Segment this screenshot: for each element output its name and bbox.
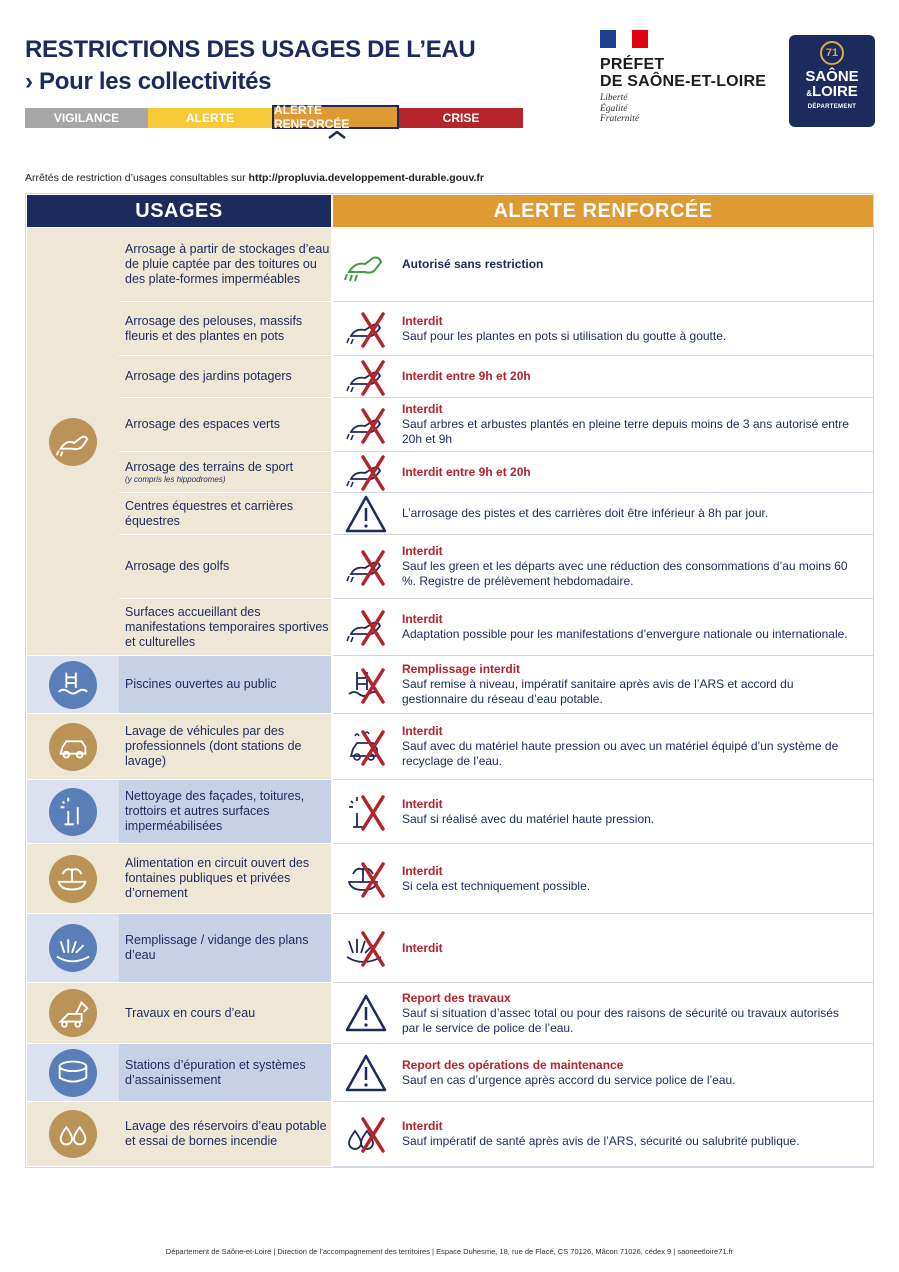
usage-label: Arrosage des jardins potagers bbox=[125, 369, 292, 383]
level-vigilance: VIGILANCE bbox=[25, 108, 148, 128]
restriction-cell bbox=[333, 844, 873, 914]
usage-cell bbox=[119, 780, 331, 843]
level-crise: CRISE bbox=[399, 108, 523, 128]
consult-note: Arrêtés de restriction d’usages consultables sur http://propluvia.developpement-durable.gouv.fr bbox=[25, 172, 485, 184]
usage-label: Stations d’épuration et systèmes d’assainissement bbox=[125, 1057, 306, 1087]
car-wash-icon bbox=[49, 723, 97, 771]
page-subtitle: › Pour les collectivités bbox=[25, 68, 272, 95]
restriction-cell bbox=[333, 356, 873, 398]
warning-triangle-icon bbox=[343, 493, 389, 535]
restriction-detail: Sauf arbres et arbustes plantés en pleine terre depuis moins de 3 ans autorisé entre 20h et 9h bbox=[402, 417, 849, 446]
restriction-cell bbox=[333, 452, 873, 493]
usage-cell bbox=[119, 356, 331, 397]
usage-cell bbox=[119, 535, 331, 598]
pond-forbidden-icon bbox=[343, 927, 389, 969]
watering-forbidden-icon bbox=[343, 606, 389, 648]
fountain-icon bbox=[49, 855, 97, 903]
restriction-status: Interdit bbox=[402, 940, 443, 955]
pond-icon bbox=[49, 924, 97, 972]
usage-group bbox=[27, 914, 119, 982]
usage-cell bbox=[119, 398, 331, 451]
usage-cell bbox=[119, 983, 331, 1043]
restriction-status: Autorisé sans restriction bbox=[402, 257, 544, 271]
restriction-status: Report des opérations de maintenance bbox=[402, 1057, 624, 1072]
restriction-detail: Sauf pour les plantes en pots si utilisation du goutte à goutte. bbox=[402, 328, 727, 343]
restriction-status: Interdit bbox=[402, 544, 443, 558]
french-flag-icon bbox=[600, 30, 648, 48]
restriction-detail: L’arrosage des pistes et des carrières doit être inférieur à 8h par jour. bbox=[402, 506, 769, 520]
watering-forbidden-icon bbox=[343, 404, 389, 446]
restriction-detail: Sauf avec du matériel haute pression ou avec un matériel équipé d’un système de recyclage de l’eau. bbox=[402, 739, 839, 768]
prefet-title: PRÉFET DE SAÔNE-ET-LOIRE bbox=[600, 56, 767, 90]
alert-level-bar bbox=[25, 103, 523, 131]
restriction-status: Interdit entre 9h et 20h bbox=[402, 369, 531, 383]
restriction-cell bbox=[333, 1102, 873, 1167]
usage-label: Arrosage des pelouses, massifs fleuris et des plantes en pots bbox=[125, 313, 303, 343]
facade-cleaning-icon bbox=[49, 788, 97, 836]
excavator-icon bbox=[49, 989, 97, 1037]
usage-cell bbox=[119, 914, 331, 982]
usage-label: Arrosage à partir de stockages d’eau de pluie captée par des toitures ou des plate-formes imperméables bbox=[125, 242, 330, 286]
current-level-caret-icon bbox=[328, 131, 346, 139]
restriction-detail: Adaptation possible pour les manifestations d’envergure nationale ou internationale. bbox=[402, 627, 848, 641]
republic-motto: Liberté Égalité Fraternité bbox=[600, 93, 640, 124]
page-title: RESTRICTIONS DES USAGES DE L’EAU bbox=[25, 36, 476, 63]
treatment-plant-icon bbox=[49, 1049, 97, 1097]
alert-level-header: ALERTE RENFORCÉE bbox=[333, 195, 873, 227]
restriction-cell bbox=[333, 656, 873, 714]
restriction-detail: Sauf si réalisé avec du matériel haute pression. bbox=[402, 811, 655, 826]
restriction-status: Interdit bbox=[402, 796, 443, 811]
restriction-status: Interdit bbox=[402, 612, 443, 626]
restriction-status: Interdit bbox=[402, 402, 443, 416]
restriction-cell bbox=[333, 780, 873, 844]
usage-label: Surfaces accueillant des manifestations temporaires sportives et culturelles bbox=[125, 604, 329, 649]
level-alerte-renforcee: ALERTE RENFORCÉE bbox=[272, 105, 399, 129]
restriction-status: Report des travaux bbox=[402, 990, 511, 1005]
fountain-forbidden-icon bbox=[343, 858, 389, 900]
restriction-detail: Sauf impératif de santé après avis de l’ARS, sécurité ou salubrité publique. bbox=[402, 1134, 800, 1148]
restriction-cell bbox=[333, 493, 873, 535]
rain-watering-icon bbox=[343, 244, 389, 286]
usage-label: Remplissage / vidange des plans d’eau bbox=[125, 933, 309, 962]
swimming-pool-icon bbox=[49, 661, 97, 709]
restriction-detail: Sauf si situation d’assec total ou pour des raisons de sécurité ou travaux autorisés par le service de police de l’eau. bbox=[402, 1005, 839, 1035]
restriction-detail: Si cela est techniquement possible. bbox=[402, 878, 591, 893]
water-drops-icon bbox=[49, 1110, 97, 1158]
footer: Département de Saône-et-Loire | Direction de l’accompagnement des territoires | Espace Duhesme, 18, rue de Flacé, CS 70126, Mâcon 71026, cédex 9 | saoneetloire71.fr bbox=[165, 1247, 734, 1256]
prefet-logo bbox=[600, 30, 780, 125]
warning-triangle-icon bbox=[343, 992, 389, 1034]
restriction-cell bbox=[333, 1044, 873, 1102]
watering-can-icon bbox=[49, 418, 97, 466]
restriction-status: Interdit bbox=[402, 724, 443, 738]
propluvia-link[interactable]: http://propluvia.developpement-durable.gouv.fr bbox=[248, 172, 485, 184]
usage-group bbox=[27, 1102, 119, 1166]
usage-label: Arrosage des terrains de sport bbox=[125, 459, 294, 474]
usage-cell bbox=[119, 228, 331, 301]
usage-cell bbox=[119, 656, 331, 713]
usage-label: Nettoyage des façades, toitures, trottoirs et autres surfaces imperméabilisées bbox=[125, 789, 305, 833]
usage-label: Centres équestres et carrières équestres bbox=[125, 498, 294, 528]
restriction-status: Interdit entre 9h et 20h bbox=[402, 464, 531, 479]
watering-forbidden-icon bbox=[343, 356, 389, 398]
restrictions-table bbox=[25, 193, 874, 1168]
usage-cell bbox=[119, 844, 331, 913]
restriction-status: Interdit bbox=[402, 313, 443, 328]
usage-cell bbox=[119, 302, 331, 355]
restriction-cell bbox=[333, 599, 873, 656]
usage-label: Travaux en cours d’eau bbox=[125, 1005, 256, 1020]
restriction-status: Remplissage interdit bbox=[402, 662, 521, 676]
usage-group bbox=[27, 844, 119, 913]
usage-group bbox=[27, 983, 119, 1043]
restriction-cell bbox=[333, 302, 873, 356]
usages-header: USAGES bbox=[27, 195, 331, 227]
usage-label: Arrosage des espaces verts bbox=[125, 417, 280, 431]
usage-cell bbox=[119, 1102, 331, 1166]
cleaning-forbidden-icon bbox=[343, 791, 389, 833]
usage-cell bbox=[119, 493, 331, 534]
restriction-cell bbox=[333, 398, 873, 452]
usage-cell bbox=[119, 599, 331, 655]
departement-logo: 71 SAÔNE &LOIRE DÉPARTEMENT bbox=[789, 35, 875, 127]
usage-cell bbox=[119, 714, 331, 779]
watering-forbidden-icon bbox=[343, 546, 389, 588]
usage-group bbox=[27, 1044, 119, 1101]
usage-label: Piscines ouvertes au public bbox=[125, 677, 277, 691]
restriction-cell bbox=[333, 983, 873, 1044]
watering-forbidden-icon bbox=[343, 451, 389, 493]
warning-triangle-icon bbox=[343, 1052, 389, 1094]
usage-note: (y compris les hippodromes) bbox=[125, 474, 226, 484]
restriction-cell bbox=[333, 228, 873, 302]
usage-label: Lavage de véhicules par des professionnels (dont stations de lavage) bbox=[125, 724, 302, 768]
usage-cell bbox=[119, 452, 331, 492]
restriction-status: Interdit bbox=[402, 863, 443, 878]
restriction-cell bbox=[333, 535, 873, 599]
usage-group bbox=[27, 780, 119, 843]
usage-group bbox=[27, 714, 119, 779]
level-alerte: ALERTE bbox=[148, 108, 272, 128]
car-wash-forbidden-icon bbox=[343, 726, 389, 768]
restriction-detail: Sauf en cas d’urgence après accord du service police de l’eau. bbox=[402, 1072, 736, 1087]
restriction-detail: Sauf les green et les départs avec une réduction des consommations d’au moins 60 %. Registre de prélèvement hebdomadaire. bbox=[402, 559, 848, 588]
pool-forbidden-icon bbox=[343, 664, 389, 706]
restriction-status: Interdit bbox=[402, 1119, 443, 1133]
usage-group bbox=[27, 656, 119, 713]
usage-label: Lavage des réservoirs d’eau potable et essai de bornes incendie bbox=[125, 1119, 327, 1148]
restriction-cell bbox=[333, 914, 873, 983]
restriction-cell bbox=[333, 714, 873, 780]
usage-label: Alimentation en circuit ouvert des fontaines publiques et privées d’ornement bbox=[125, 856, 310, 900]
restriction-detail: Sauf remise à niveau, impératif sanitaire après avis de l’ARS et accord du gestionnaire du réseau d’eau potable. bbox=[402, 677, 794, 706]
watering-forbidden-icon bbox=[343, 308, 389, 350]
usage-group bbox=[27, 228, 119, 655]
departement-number: 71 bbox=[820, 41, 844, 65]
usage-label: Arrosage des golfs bbox=[125, 559, 230, 573]
drops-forbidden-icon bbox=[343, 1113, 389, 1155]
usage-cell bbox=[119, 1044, 331, 1101]
